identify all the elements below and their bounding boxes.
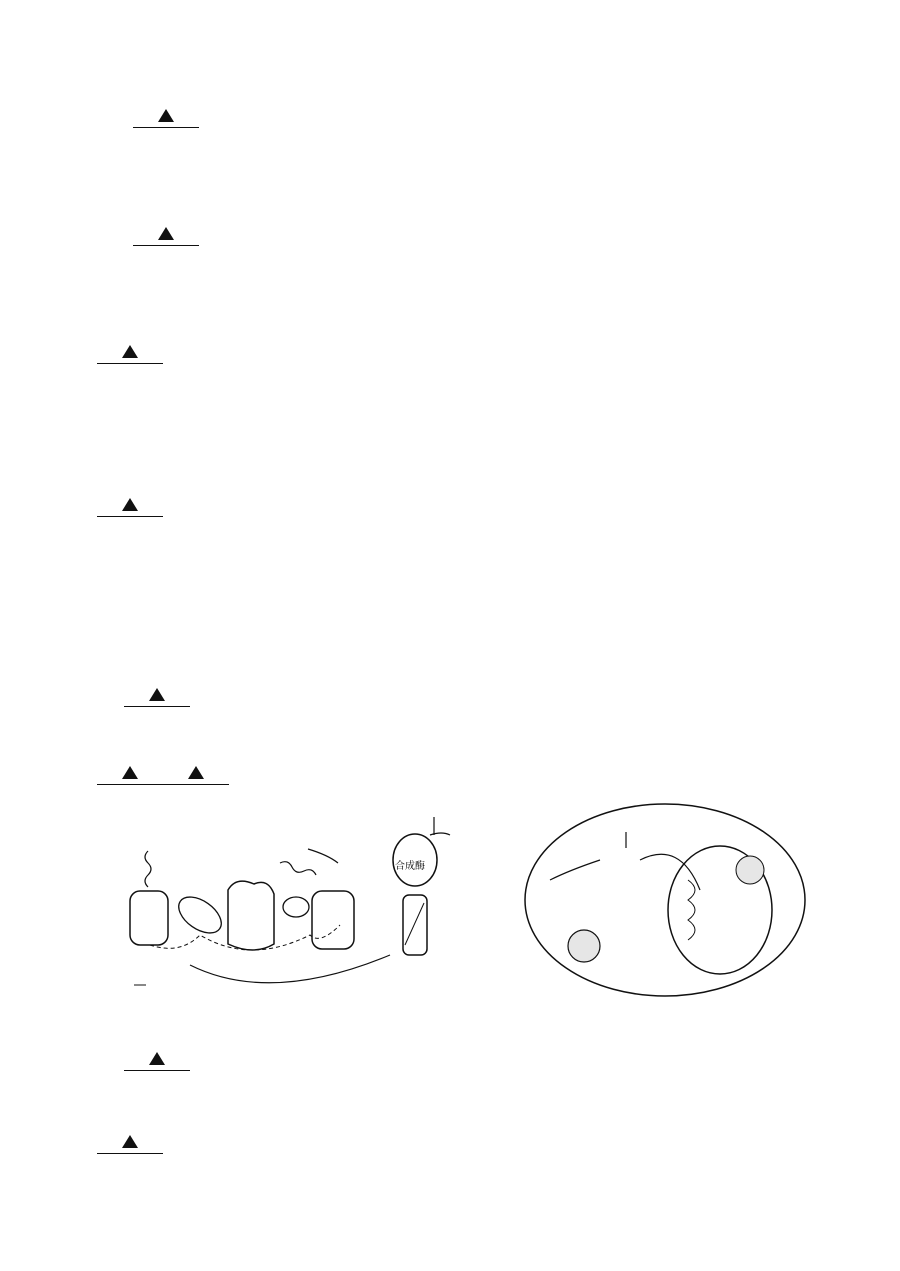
triangle-icon: [122, 1135, 138, 1148]
atp-synthase-label-2: 合成酶: [395, 861, 425, 872]
answer-blank[interactable]: [133, 105, 199, 128]
plastoquinone: [172, 890, 227, 940]
triangle-icon: [149, 1052, 165, 1065]
q21-p1-line1: [124, 684, 190, 707]
q7-line3: [97, 494, 163, 517]
triangle-icon: [122, 766, 138, 779]
answer-blank[interactable]: [97, 341, 163, 364]
answer-blank[interactable]: [97, 494, 163, 517]
figure-2-metabolism: [520, 800, 810, 1020]
triangle-icon: [158, 227, 174, 240]
answer-blank[interactable]: [133, 223, 199, 246]
q21-p2-line1: [124, 1048, 190, 1071]
q4-stem: [133, 105, 199, 128]
triangle-icon: [122, 345, 138, 358]
q6-line2: [97, 341, 163, 364]
q21-p1-line3: [97, 762, 229, 785]
triangle-icon: [122, 498, 138, 511]
answer-blank[interactable]: [124, 684, 190, 707]
answer-blank[interactable]: [163, 762, 229, 785]
plastocyanin: [283, 897, 309, 917]
answer-blank[interactable]: [124, 1048, 190, 1071]
answer-blank[interactable]: [97, 762, 163, 785]
triangle-icon: [158, 109, 174, 122]
answer-blank[interactable]: [97, 1131, 163, 1154]
q5-stem: [133, 223, 199, 246]
q21-p2-line3: [97, 1131, 163, 1154]
figure-1-light-reaction: [90, 795, 510, 1045]
triangle-icon: [149, 688, 165, 701]
atp-synthase-head: [393, 834, 437, 886]
lipid-droplet: [568, 930, 600, 962]
psii-complex: [130, 891, 168, 945]
triangle-icon: [188, 766, 204, 779]
psi-complex: [312, 891, 354, 949]
citric-cycle-circle: [736, 856, 764, 884]
cytochrome-complex: [228, 881, 274, 950]
